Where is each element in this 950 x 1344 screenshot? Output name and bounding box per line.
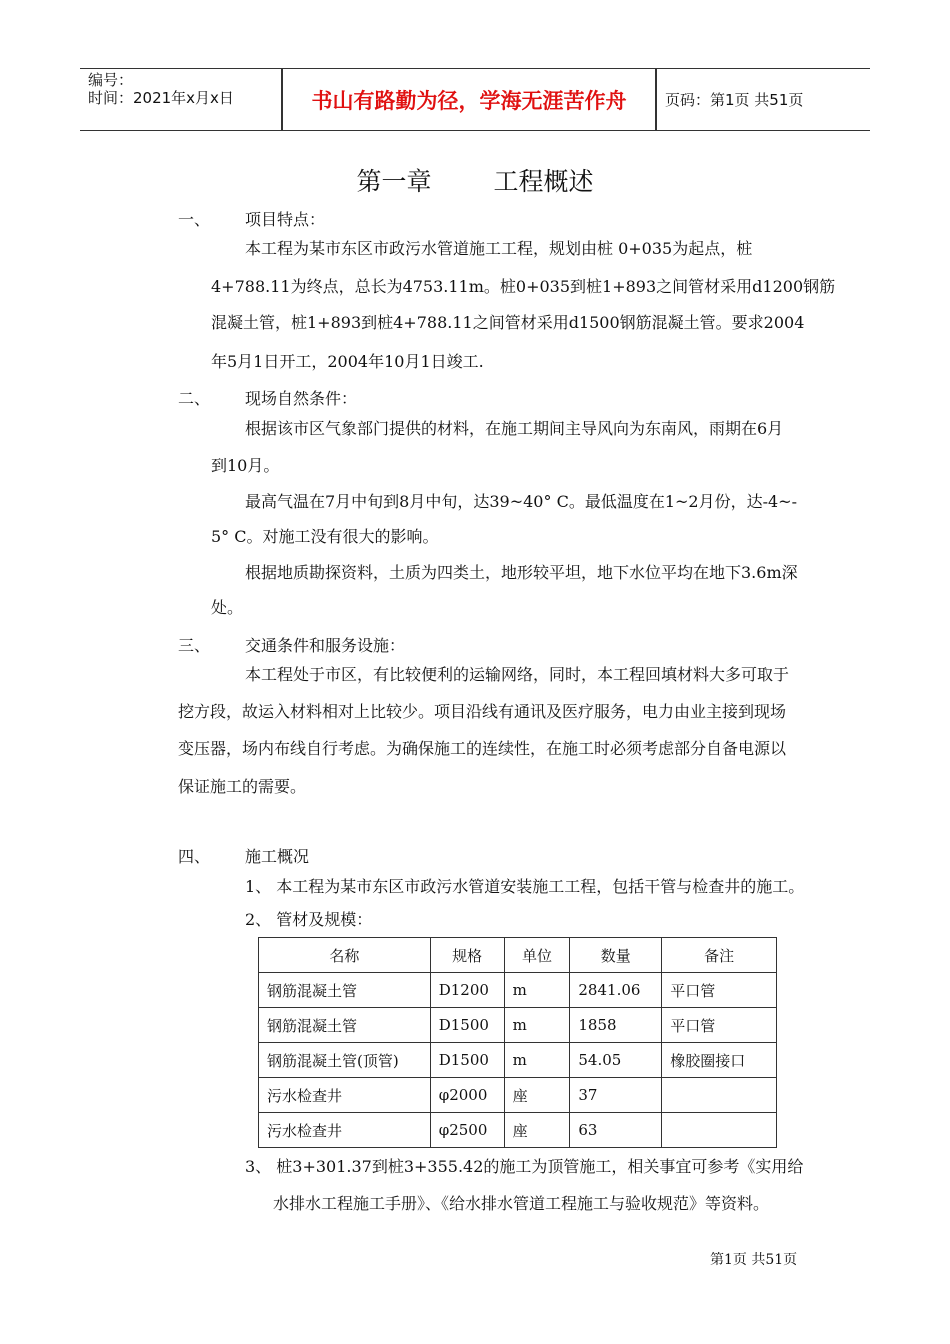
page-footer: 第1页 共51页: [710, 1252, 798, 1268]
table-cell: D1200: [430, 973, 504, 1008]
list-item: 3、 桩3+301.37到桩3+355.42的施工为顶管施工，相关事宜可参考《实用给: [245, 1157, 804, 1176]
table-cell: 54.05: [570, 1043, 662, 1078]
list-item: 水排水工程施工手册》、《给水排水管道工程施工与验收规范》等资料。: [273, 1194, 770, 1213]
time-label: 时间：2021年x月x日: [88, 89, 234, 107]
header-meta: [88, 71, 278, 129]
section-number: 四、: [178, 847, 211, 866]
table-row: [259, 1078, 777, 1113]
table-cell: 钢筋混凝土管(顶管): [259, 1043, 431, 1078]
paragraph-line: 最高气温在7月中旬到8月中旬，达39~40° C。最低温度在1~2月份，达-4~-: [245, 492, 797, 511]
chapter-number: 第一章: [356, 167, 432, 196]
table-cell: D1500: [430, 1043, 504, 1078]
paragraph-line: 变压器，场内布线自行考虑。为确保施工的连续性，在施工时必须考虑部分自备电源以: [178, 739, 787, 758]
column-header: 数量: [570, 938, 662, 973]
paragraph-line: 到10月。: [211, 456, 280, 475]
section-title: 现场自然条件：: [245, 389, 358, 408]
section-number: 二、: [178, 389, 211, 408]
section-title: 交通条件和服务设施：: [245, 636, 406, 655]
list-item: 1、 本工程为某市东区市政污水管道安装施工工程，包括干管与检查井的施工。: [245, 877, 805, 896]
section-title: 项目特点：: [245, 210, 326, 229]
pipe-materials-table: [258, 937, 777, 1148]
table-cell: φ2000: [430, 1078, 504, 1113]
table-cell: 座: [504, 1113, 570, 1148]
paragraph-line: 4+788.11为终点，总长为4753.11m。桩0+035到桩1+893之间管材采用d1200钢筋: [211, 277, 836, 296]
column-header: 规格: [430, 938, 504, 973]
paragraph-line: 本工程为某市东区市政污水管道施工工程，规划由桩 0+035为起点，桩: [245, 239, 753, 258]
header-page-label: 页码：第1页 共51页: [665, 91, 804, 109]
section-number: 三、: [178, 636, 211, 655]
table-cell: 2841.06: [570, 973, 662, 1008]
table-cell: 污水检查井: [259, 1078, 431, 1113]
header-divider: [655, 69, 657, 130]
section-number: 一、: [178, 210, 211, 229]
table-row: [259, 973, 777, 1008]
column-header: 备注: [662, 938, 777, 973]
table-header-row: [259, 938, 777, 973]
paragraph-line: 根据地质勘探资料，土质为四类土，地形较平坦，地下水位平均在地下3.6m深: [245, 563, 798, 582]
table-cell: [662, 1078, 777, 1113]
paragraph-line: 本工程处于市区，有比较便利的运输网络，同时，本工程回填材料大多可取于: [245, 665, 790, 684]
table-cell: 座: [504, 1078, 570, 1113]
table-cell: [662, 1113, 777, 1148]
paragraph-line: 混凝土管，桩1+893到桩4+788.11之间管材采用d1500钢筋混凝土管。要求2004: [211, 313, 805, 332]
section-title: 施工概况: [245, 847, 310, 866]
page-header: [80, 68, 870, 131]
table-cell: 污水检查井: [259, 1113, 431, 1148]
table-cell: φ2500: [430, 1113, 504, 1148]
table-cell: 1858: [570, 1008, 662, 1043]
paragraph-line: 挖方段，故运入材料相对上比较少。项目沿线有通讯及医疗服务，电力由业主接到现场: [178, 702, 787, 721]
table-cell: 平口管: [662, 973, 777, 1008]
paragraph-line: 保证施工的需要。: [178, 777, 307, 796]
table-cell: 钢筋混凝土管: [259, 973, 431, 1008]
column-header: 单位: [504, 938, 570, 973]
list-item: 2、 管材及规模：: [245, 910, 373, 929]
table-cell: 平口管: [662, 1008, 777, 1043]
table-cell: D1500: [430, 1008, 504, 1043]
paragraph-line: 5° C。对施工没有很大的影响。: [211, 527, 439, 546]
column-header: 名称: [259, 938, 431, 973]
table-cell: m: [504, 973, 570, 1008]
chapter-title: [0, 162, 950, 198]
paragraph-line: 根据该市区气象部门提供的材料，在施工期间主导风向为东南风，雨期在6月: [245, 419, 784, 438]
table-cell: 63: [570, 1113, 662, 1148]
header-motto: 书山有路勤为径，学海无涯苦作舟: [311, 88, 627, 113]
table-cell: 橡胶圈接口: [662, 1043, 777, 1078]
table-cell: 钢筋混凝土管: [259, 1008, 431, 1043]
chapter-name: 工程概述: [493, 167, 594, 196]
table-row: [259, 1008, 777, 1043]
table-cell: m: [504, 1008, 570, 1043]
paragraph-line: 年5月1日开工，2004年10月1日竣工.: [211, 352, 484, 371]
table-cell: 37: [570, 1078, 662, 1113]
paragraph-line: 处。: [211, 598, 244, 617]
table-cell: m: [504, 1043, 570, 1078]
table-row: [259, 1113, 777, 1148]
code-label: 编号：: [88, 71, 134, 89]
table-row: [259, 1043, 777, 1078]
